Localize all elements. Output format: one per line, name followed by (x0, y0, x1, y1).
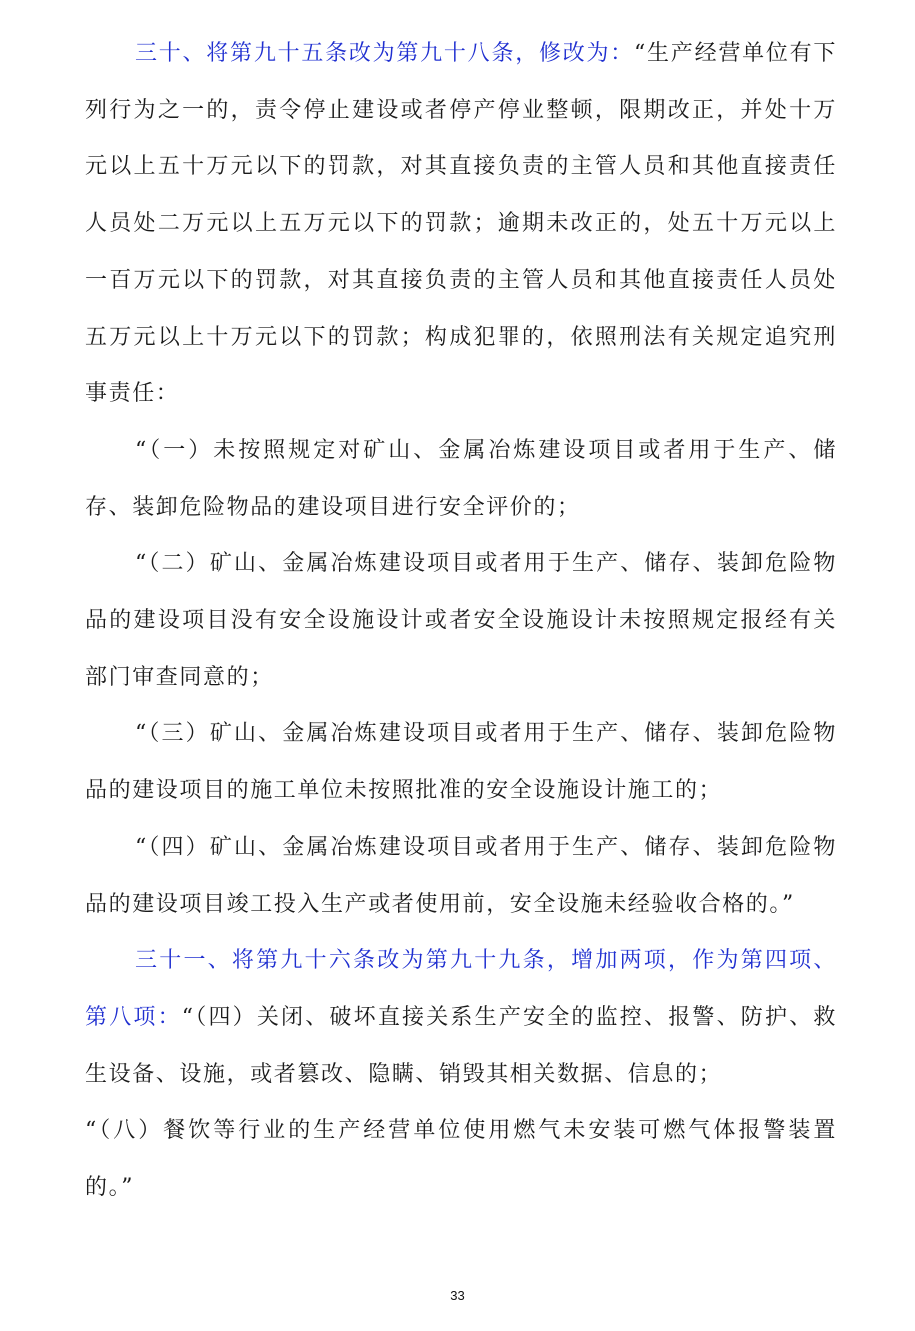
paragraph-text: “（四）关闭、破坏直接关系生产安全的监控、报警、防护、救生设备、设施，或者篡改、隐瞒、销毁其相关数据、信息的； (85, 1004, 837, 1087)
document-body (85, 26, 837, 1217)
paragraph-text: “（三）矿山、金属冶炼建设项目或者用于生产、储存、装卸危险物品的建设项目的施工单位未按照批准的安全设施设计施工的； (85, 721, 837, 804)
paragraph-text: “（一）未按照规定对矿山、金属冶炼建设项目或者用于生产、储存、装卸危险物品的建设项目进行安全评价的； (85, 437, 837, 520)
amendment-heading-30: 三十、将第九十五条改为第九十八条，修改为： (135, 41, 635, 66)
paragraph-text: “生产经营单位有下列行为之一的，责令停止建设或者停产停业整顿，限期改正，并处十万元以上五十万元以下的罚款，对其直接负责的主管人员和其他直接责任人员处二万元以上五万元以下的罚款；逾期未改正的，处五十万元以上一百万元以下的罚款，对其直接负责的主管人员和其他直接责任人员处五万元以上十万元以下的罚款；构成犯罪的，依照刑法有关规定追究刑事责任： (85, 41, 837, 407)
paragraph-item-3 (85, 706, 837, 819)
paragraph-item-2 (85, 536, 837, 706)
amendment-heading-31: 三十一、将第九十六条改为第九十九条，增加两项，作为第四项、第八项： (85, 948, 837, 1030)
paragraph-article-30 (85, 26, 837, 423)
paragraph-text: “（二）矿山、金属冶炼建设项目或者用于生产、储存、装卸危险物品的建设项目没有安全设施设计或者安全设施设计未按照规定报经有关部门审查同意的； (85, 551, 837, 690)
paragraph-item-8 (85, 1103, 837, 1216)
page-number: 33 (450, 1288, 465, 1303)
paragraph-item-4 (85, 820, 837, 933)
paragraph-article-31 (85, 933, 837, 1103)
paragraph-text: “（四）矿山、金属冶炼建设项目或者用于生产、储存、装卸危险物品的建设项目竣工投入生产或者使用前，安全设施未经验收合格的。” (85, 834, 837, 917)
paragraph-text: “（八）餐饮等行业的生产经营单位使用燃气未安装可燃气体报警装置的。” (85, 1118, 837, 1201)
paragraph-item-1 (85, 423, 837, 536)
